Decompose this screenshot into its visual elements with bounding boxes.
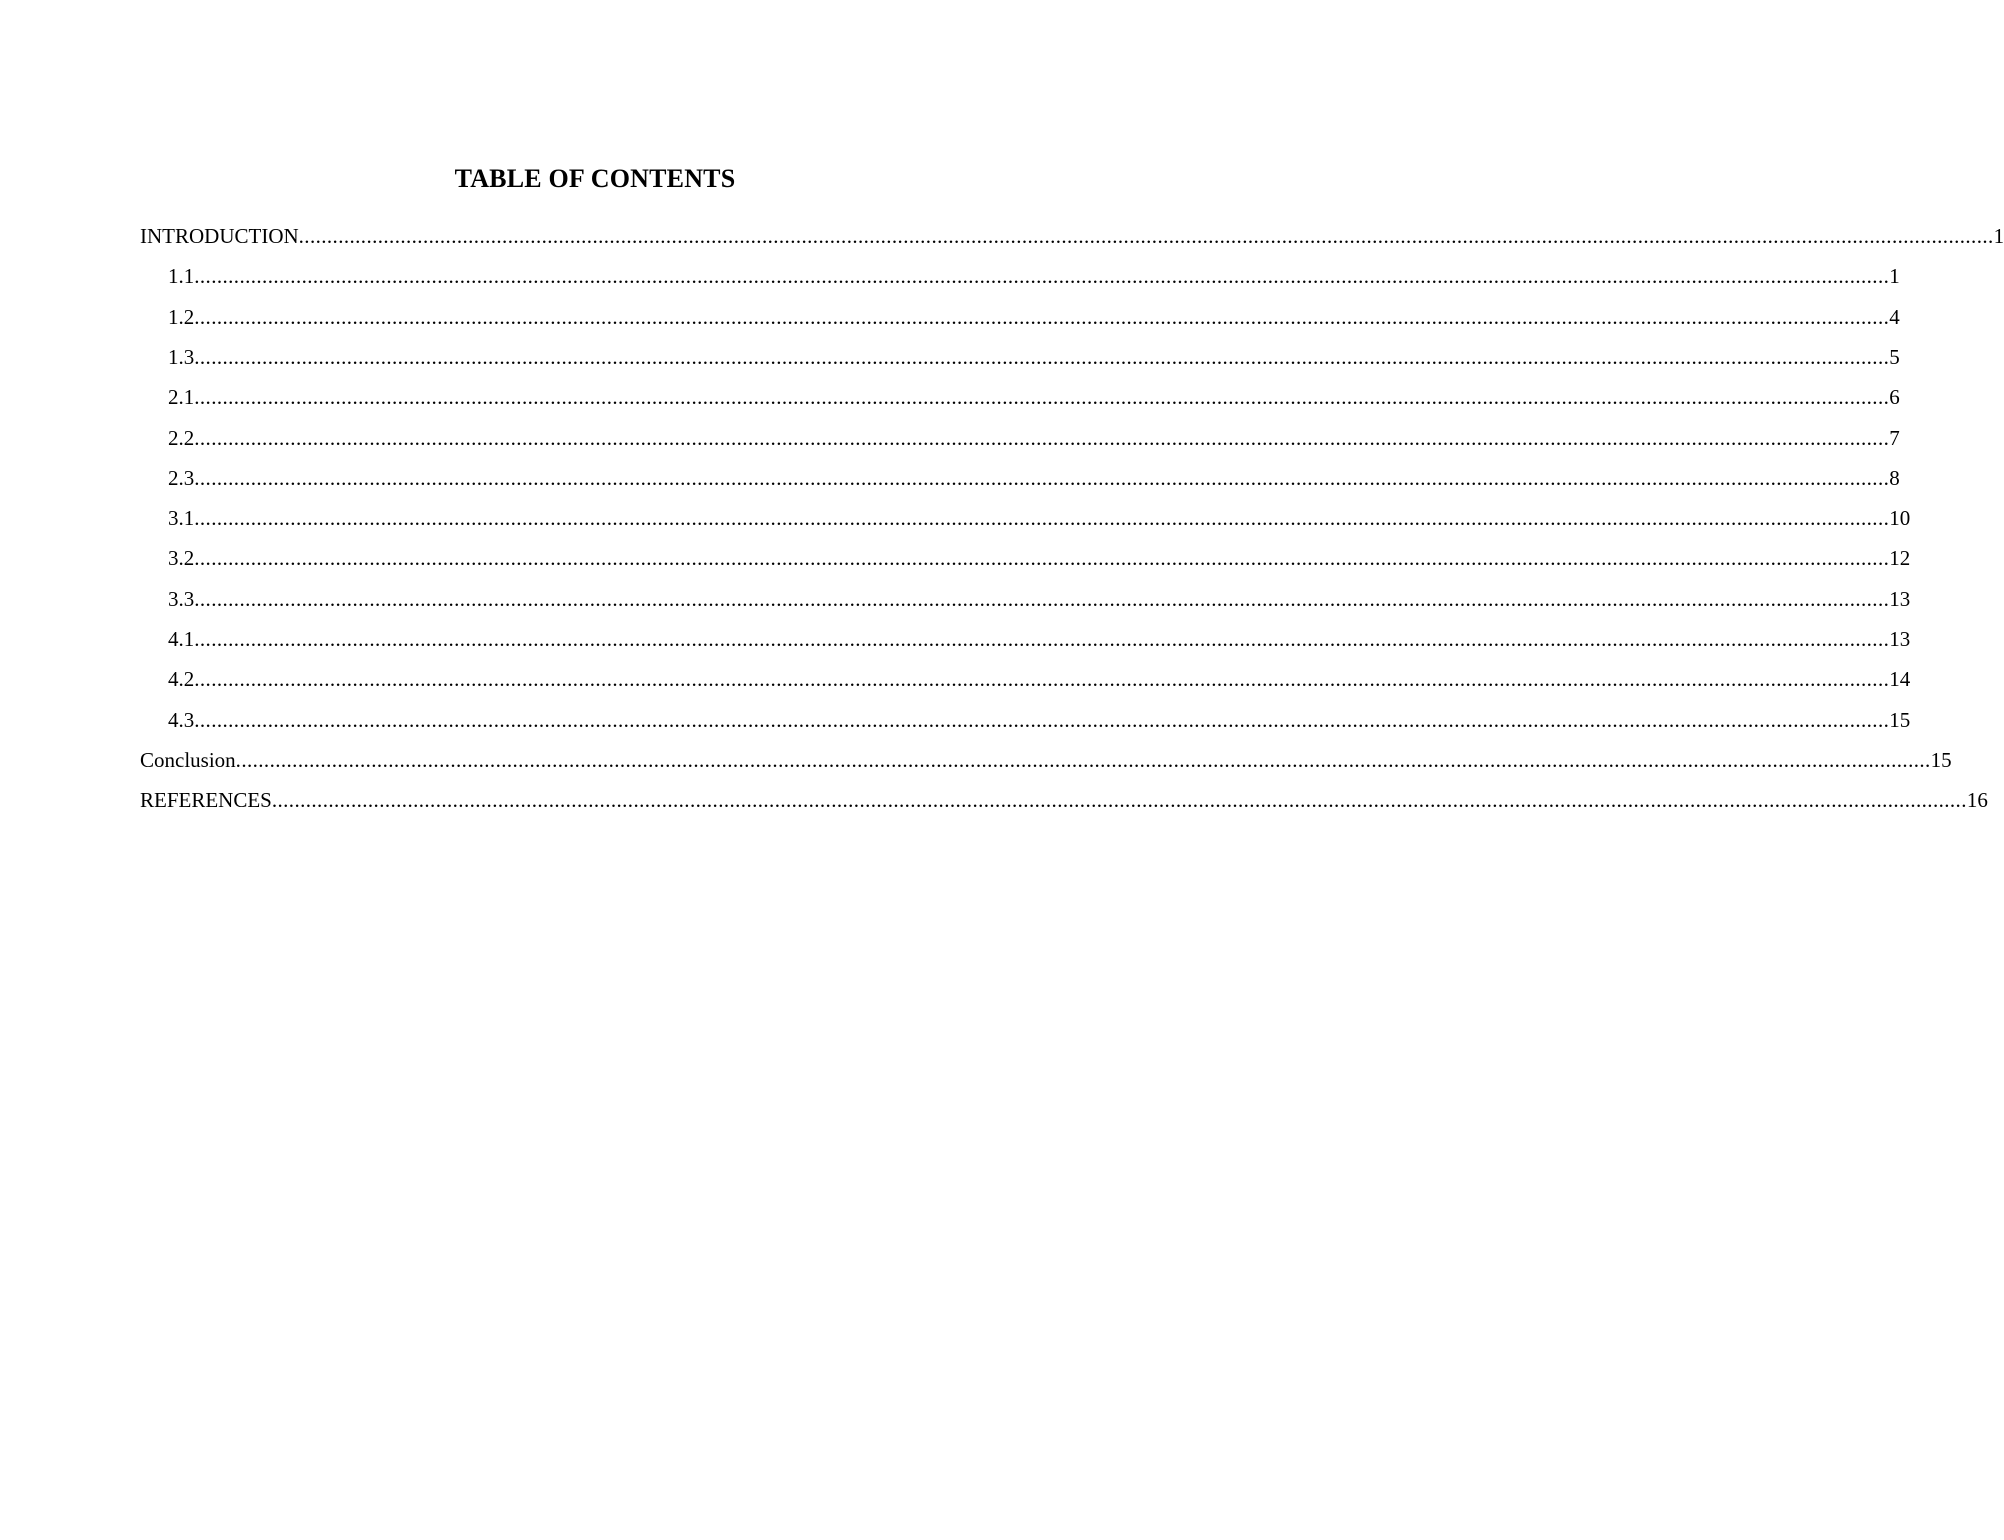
toc-entry-label: 2.2	[168, 425, 195, 450]
toc-entry[interactable]	[168, 381, 1900, 413]
toc-dot-leader: ............................................................................................................................................................................................................................................................................................................	[194, 264, 1890, 289]
toc-entry[interactable]	[168, 422, 1900, 454]
toc-entry-label: 1.1	[168, 264, 195, 289]
toc-dot-leader: ............................................................................................................................................................................................................................................................................................................	[194, 344, 1890, 369]
toc-dot-leader: ............................................................................................................................................................................................................................................................................................................	[194, 667, 1890, 692]
toc-entry-page-number: 4	[1889, 304, 1900, 329]
toc-entry[interactable]	[168, 502, 1911, 534]
toc-entry[interactable]	[168, 704, 1911, 736]
toc-entry-page-number: 5	[1889, 344, 1900, 369]
toc-entry-label: INTRODUCTION	[140, 224, 299, 248]
toc-dot-leader: ............................................................................................................................................................................................................................................................................................................	[194, 586, 1890, 611]
toc-entry-page-number: 14	[1889, 667, 1911, 692]
toc-entry-label: 2.1	[168, 385, 195, 410]
toc-entry-page-number: 13	[1889, 627, 1911, 651]
toc-dot-leader: ............................................................................................................................................................................................................................................................................................................	[194, 425, 1890, 450]
toc-entry-page-number: 15	[1889, 707, 1911, 732]
toc-entry-label: Conclusion	[140, 747, 236, 772]
toc-entry-page-number: 6	[1889, 385, 1900, 410]
toc-dot-leader: ............................................................................................................................................................................................................................................................................................................	[194, 304, 1890, 329]
toc-entry-label: 3.3	[168, 586, 195, 611]
toc-entry[interactable]	[168, 542, 1911, 574]
toc-dot-leader: ............................................................................................................................................................................................................................................................................................................	[235, 747, 1931, 772]
toc-entry-page-number: 8	[1889, 465, 1900, 490]
toc-entry-page-number: 1	[1889, 264, 1900, 289]
toc-entry-page-number: 1	[1993, 224, 2004, 248]
toc-entry-page-number: 7	[1889, 425, 1900, 450]
toc-dot-leader: ............................................................................................................................................................................................................................................................................................................	[194, 707, 1890, 732]
toc-dot-leader: ............................................................................................................................................................................................................................................................................................................	[194, 385, 1890, 410]
toc-entry-page-number: 13	[1889, 586, 1911, 611]
toc-dot-leader: ............................................................................................................................................................................................................................................................................................................	[194, 465, 1890, 490]
toc-entry-page-number: 10	[1889, 506, 1911, 531]
toc-entry-label: 4.2	[168, 667, 195, 692]
toc-entry[interactable]	[168, 583, 1911, 615]
toc-entry-page-number: 15	[1930, 747, 1952, 772]
toc-entry[interactable]	[168, 341, 1900, 373]
toc-entry[interactable]	[168, 301, 1900, 333]
toc-entry[interactable]	[140, 744, 1952, 776]
toc-dot-leader: ............................................................................................................................................................................................................................................................................................................	[194, 627, 1890, 651]
page-title: TABLE OF CONTENTS	[454, 164, 736, 193]
toc-entry-label: 3.2	[168, 546, 195, 571]
toc-entry-label: 1.2	[168, 304, 195, 329]
toc-entry-label: 4.3	[168, 707, 195, 732]
toc-entry-page-number: 12	[1889, 546, 1911, 571]
toc-entry-label: REFERENCES	[140, 788, 272, 813]
toc-entry[interactable]	[140, 784, 1988, 816]
toc-entry[interactable]	[168, 663, 1911, 695]
toc-entry-label: 4.1	[168, 627, 195, 651]
toc-entry-label: 1.3	[168, 344, 195, 369]
toc-entry[interactable]	[168, 260, 1900, 292]
toc-entry-page-number: 16	[1966, 788, 1988, 813]
toc-entry[interactable]	[168, 462, 1900, 494]
toc-entry[interactable]	[140, 220, 2004, 252]
toc-entry-label: 2.3	[168, 465, 195, 490]
toc-entry[interactable]	[168, 623, 1911, 655]
toc-dot-leader: ............................................................................................................................................................................................................................................................................................................	[298, 224, 1994, 248]
toc-entry-label: 3.1	[168, 506, 195, 531]
toc-dot-leader: ............................................................................................................................................................................................................................................................................................................	[194, 546, 1890, 571]
toc-dot-leader: ............................................................................................................................................................................................................................................................................................................	[194, 506, 1890, 531]
toc-dot-leader: ............................................................................................................................................................................................................................................................................................................	[271, 788, 1967, 813]
